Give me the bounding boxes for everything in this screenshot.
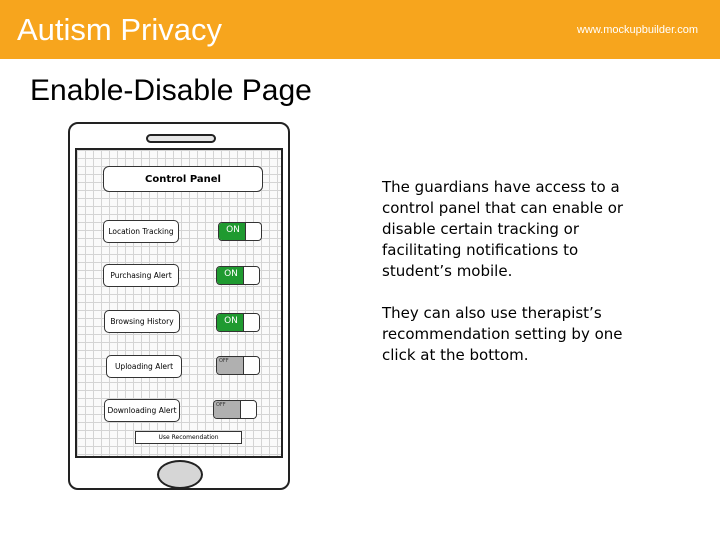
description-paragraph-2: They can also use therapist’s recommendation setting by one click at the bottom. [382,304,623,364]
banner-title: Autism Privacy [17,12,222,47]
description-paragraph-1: The guardians have access to a control panel that can enable or disable certain tracking or facilitating notifications to student’s mobile. [382,178,624,280]
description-text [382,177,652,366]
page-heading: Enable-Disable Page [30,74,312,107]
location-tracking-toggle[interactable] [218,222,262,241]
browsing-history-label: Browsing History [104,310,180,333]
toggle-knob [245,223,261,240]
purchasing-alert-toggle[interactable] [216,266,260,285]
purchasing-alert-label: Purchasing Alert [103,264,179,287]
toggle-state: ON [224,316,238,326]
downloading-alert-label: Downloading Alert [104,399,180,422]
title-banner [0,0,720,59]
toggle-state: ON [226,225,240,235]
phone-screen [75,148,283,458]
location-tracking-label: Location Tracking [103,220,179,243]
toggle-knob [243,267,259,284]
downloading-alert-toggle[interactable] [213,400,257,419]
browsing-history-toggle[interactable] [216,313,260,332]
phone-mockup [68,122,290,490]
phone-home-button [157,460,203,489]
control-panel-header: Control Panel [103,166,263,192]
toggle-knob [243,357,259,374]
uploading-alert-toggle[interactable] [216,356,260,375]
toggle-knob [240,401,256,418]
toggle-state: OFF [216,402,226,408]
toggle-state: OFF [219,358,229,364]
toggle-state: ON [224,269,238,279]
phone-speaker [146,134,216,143]
toggle-knob [243,314,259,331]
uploading-alert-label: Uploading Alert [106,355,182,378]
banner-site-url: www.mockupbuilder.com [576,24,698,36]
use-recommendation-button[interactable]: Use Recomendation [135,431,242,444]
